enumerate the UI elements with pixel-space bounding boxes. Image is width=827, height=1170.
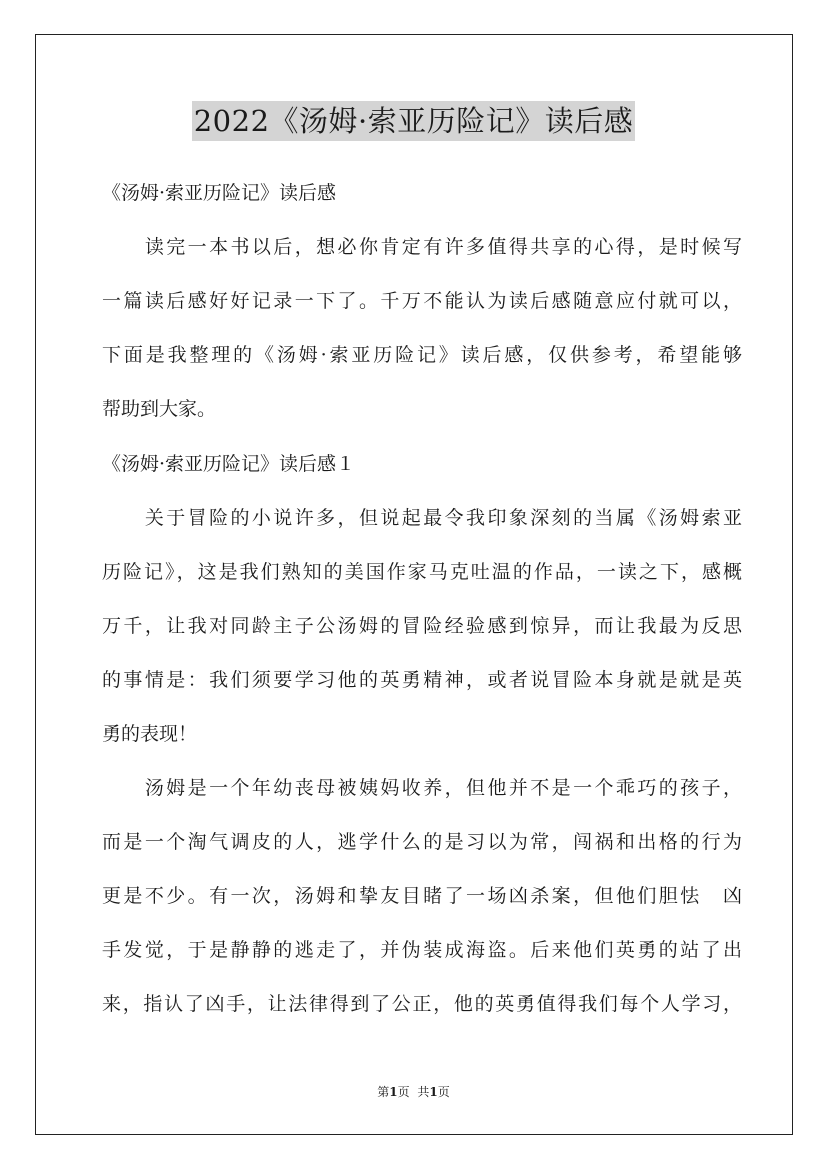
text-line: 关于冒险的小说许多，但说起最令我印象深刻的当属《汤姆索亚 [102, 507, 742, 529]
page-number: 1 [389, 1085, 398, 1099]
total-pages: 1 [429, 1085, 438, 1099]
page-prefix: 第 [377, 1085, 390, 1099]
text-line: 历险记》，这是我们熟知的美国作家马克吐温的作品，一读之下，感概 [102, 561, 742, 583]
text-line: 万千，让我对同龄主子公汤姆的冒险经验感到惊异，而让我最为反思 [102, 615, 742, 637]
total-prefix: 共 [417, 1085, 430, 1099]
page-footer [0, 1084, 827, 1100]
text-line-heading: 《汤姆·索亚历险记》读后感１ [102, 453, 356, 475]
text-line: 一篇读后感好好记录一下了。千万不能认为读后感随意应付就可以， [102, 290, 742, 312]
text-line-heading: 《汤姆·索亚历险记》读后感 [102, 182, 337, 204]
text-line: 勇的表现！ [102, 723, 198, 745]
text-line: 下面是我整理的《汤姆·索亚历险记》读后感，仅供参考，希望能够 [102, 344, 742, 366]
text-line: 读完一本书以后，想必你肯定有许多值得共享的心得，是时候写 [102, 236, 742, 258]
title-container [0, 101, 827, 141]
document-title: 2022《汤姆·索亚历险记》读后感 [192, 101, 636, 141]
text-line: 来，指认了凶手，让法律得到了公正，他的英勇值得我们每个人学习， [102, 993, 742, 1015]
text-line: 汤姆是一个年幼丧母被姨妈收养，但他并不是一个乖巧的孩子， [102, 777, 742, 799]
text-line: 更是不少。有一次，汤姆和挚友目睹了一场凶杀案，但他们胆怯 凶 [102, 885, 742, 907]
text-line: 手发觉，于是静静的逃走了，并伪装成海盗。后来他们英勇的站了出 [102, 939, 742, 961]
text-line: 而是一个淘气调皮的人，逃学什么的是习以为常，闯祸和出格的行为 [102, 831, 742, 853]
total-suffix: 页 [437, 1085, 450, 1099]
text-line: 的事情是：我们须要学习他的英勇精神，或者说冒险本身就是就是英 [102, 669, 742, 691]
page-suffix: 页 [397, 1085, 410, 1099]
text-line: 帮助到大家。 [102, 398, 217, 420]
